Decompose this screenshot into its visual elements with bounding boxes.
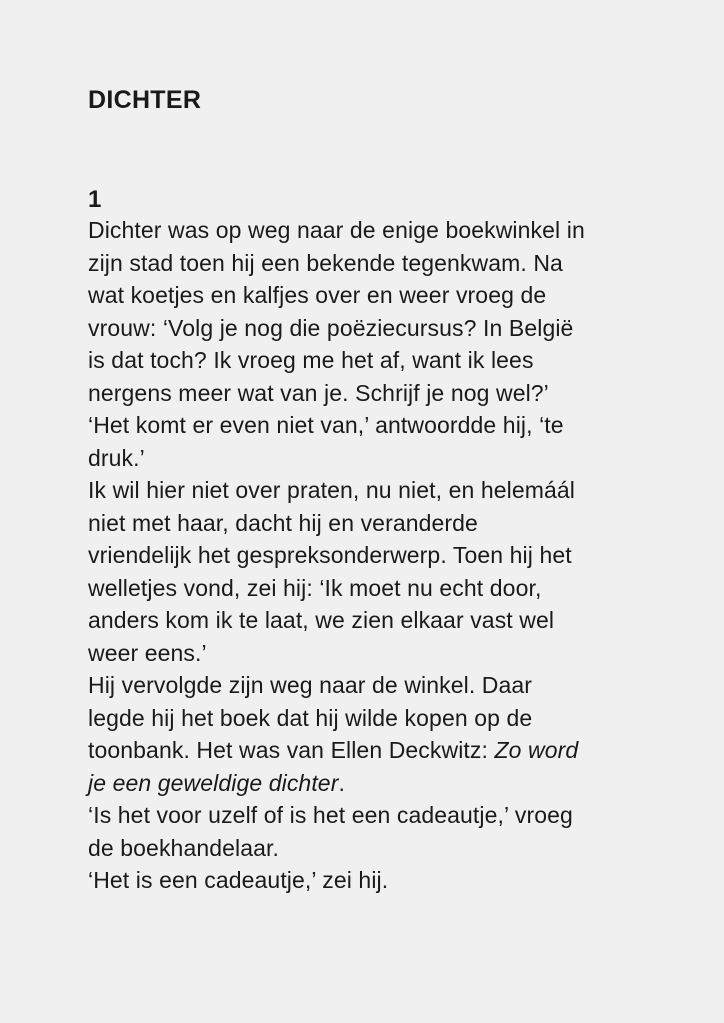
text-line [88,864,648,897]
page-title: DICHTER [88,86,202,114]
text-line [88,637,648,670]
text-segment: nergens meer wat van je. Schrijf je nog wel?’ [88,379,549,406]
text-line [88,247,648,280]
text-line [88,832,648,865]
text-line [88,344,648,377]
text-line [88,377,648,410]
text-segment: Dichter was op weg naar de enige boekwinkel in [88,217,585,243]
text-segment: toonbank. Het was van Ellen Deckwitz: [88,737,495,763]
text-line [88,279,648,312]
text-segment: ‘Is het voor uzelf of is het een cadeautje,’ vroeg [88,802,573,828]
text-line [88,214,648,247]
book-title-segment: Zo word [494,737,579,763]
text-segment: Ik wil hier niet over praten, nu niet, en helemáál [88,477,575,503]
text-line [88,409,648,442]
text-line [88,734,648,767]
text-line [88,474,648,507]
text-line [88,702,648,735]
text-segment: anders kom ik te laat, we zien elkaar vast wel [88,607,555,633]
text-line [88,767,648,800]
text-line [88,312,648,345]
text-segment: . [338,769,345,796]
text-line [88,799,648,832]
text-line [88,572,648,605]
text-line [88,507,648,540]
text-segment: zijn stad toen hij een bekende tegenkwam. Na [88,249,563,276]
text-segment: vriendelijk het gespreksonderwerp. Toen hij het [88,542,572,568]
text-segment: ‘Het komt er even niet van,’ antwoordde hij, ‘te [88,412,564,438]
text-segment: weer eens.’ [88,639,207,666]
book-title-segment: je een geweldige dichter [88,769,339,796]
text-segment: de boekhandelaar. [88,834,279,861]
text-line [88,539,648,572]
document-body [88,214,648,897]
text-line [88,442,648,475]
section-number: 1 [88,186,102,213]
text-segment: vrouw: ‘Volg je nog die poëziecursus? In België [88,314,574,341]
text-line [88,604,648,637]
text-line [88,669,648,702]
text-segment: ‘Het is een cadeautje,’ zei hij. [88,867,389,893]
text-segment: druk.’ [88,444,145,471]
text-segment: legde hij het boek dat hij wilde kopen op de [88,704,533,731]
text-segment: welletjes vond, zei hij: ‘Ik moet nu echt door, [88,574,542,601]
text-segment: Hij vervolgde zijn weg naar de winkel. Daar [88,672,533,698]
text-segment: is dat toch? Ik vroeg me het af, want ik lees [88,347,534,373]
text-segment: wat koetjes en kalfjes over en weer vroeg de [88,282,547,308]
text-segment: niet met haar, dacht hij en veranderde [88,509,478,536]
